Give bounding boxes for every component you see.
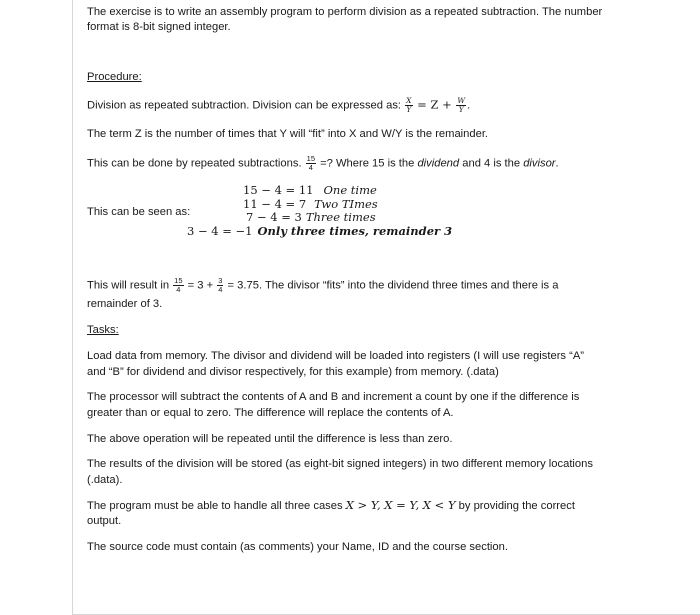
repeated-prefix: This can be done by repeated subtractions. (87, 157, 305, 170)
task-results-line-2: (.data). (87, 474, 123, 486)
fifteen-over-four-fraction: $\frac{15}{4}$ (306, 154, 316, 172)
formula-prefix: Division as repeated subtraction. Division can be expressed as: (87, 99, 405, 112)
task-cases-line-1 (87, 498, 575, 514)
result-end: = 3.75. The divisor “fits” into the dividend three times and there is a (224, 279, 559, 292)
cases-prefix: The program must be able to handle all three cases (87, 500, 346, 512)
repeated-and: and 4 is the (459, 157, 524, 170)
task-source-line: The source code must contain (as comments) your Name, ID and the course section. (87, 541, 508, 553)
subtraction-step-2: 11 − 4 = 7 Two TImes (243, 197, 378, 211)
x-over-y-fraction: $\frac{X}{Y}$ (406, 96, 412, 114)
intro-line-1: The exercise is to write an assembly program to perform division as a repeated subtraction. The number (87, 6, 603, 18)
seen-as-label: This can be seen as: (87, 206, 191, 218)
repeated-end: . (555, 157, 559, 170)
task-cases-line-2: output. (87, 515, 122, 527)
task-results-line-1: The results of the division will be stored (as eight-bit signed integers) in two different memory locations (87, 458, 593, 470)
result-prefix: This will result in (87, 279, 173, 292)
task-load-line-1: Load data from memory. The divisor and dividend will be loaded into registers (I will use registers “A” (87, 350, 585, 362)
remainder-fraction: $\frac{3}{4}$ (218, 276, 223, 294)
task-load-line-2: and “B” for dividend and divisor respectively, for this example) from memory. (.data) (87, 366, 499, 378)
result-line-1 (87, 277, 558, 294)
dividend-word: dividend (417, 157, 460, 170)
task-subtract-line-1: The processor will subtract the contents of A and B and increment a count by one if the difference is (87, 391, 580, 403)
subtraction-step-1: 15 − 4 = 11 One time (243, 183, 377, 197)
repeated-subtraction-line (87, 155, 559, 172)
intro-line-2: format is 8-bit signed integer. (87, 21, 231, 33)
cases-math: X > Y, X = Y, X < Y (345, 498, 456, 512)
tasks-heading: Tasks: (87, 324, 119, 336)
result-mid: = 3 + (184, 279, 217, 292)
repeated-mid: =? Where 15 is the (317, 157, 418, 170)
procedure-heading: Procedure: (87, 71, 142, 83)
term-z-description: The term Z is the number of times that Y will “fit” into X and W/Y is the remainder. (87, 128, 489, 140)
subtraction-step-4: 3 − 4 = −1 Only three times, remainder 3 (187, 224, 453, 238)
divisor-word: divisor (523, 157, 556, 170)
formula-middle: = Z + (413, 97, 456, 112)
document-page (72, 0, 700, 615)
subtraction-step-3: 7 − 4 = 3 Three times (246, 210, 376, 224)
w-over-y-fraction: $\frac{W}{Y}$ (457, 96, 466, 114)
task-repeat-line: The above operation will be repeated until the difference is less than zero. (87, 433, 453, 445)
task-subtract-line-2: greater than or equal to zero. The difference will replace the contents of A. (87, 407, 454, 419)
result-line-2: remainder of 3. (87, 298, 163, 310)
formula-end: . (467, 99, 471, 112)
cases-suffix: by providing the correct (455, 500, 575, 512)
division-formula-line (87, 97, 470, 114)
result-fraction: $\frac{15}{4}$ (174, 276, 183, 294)
